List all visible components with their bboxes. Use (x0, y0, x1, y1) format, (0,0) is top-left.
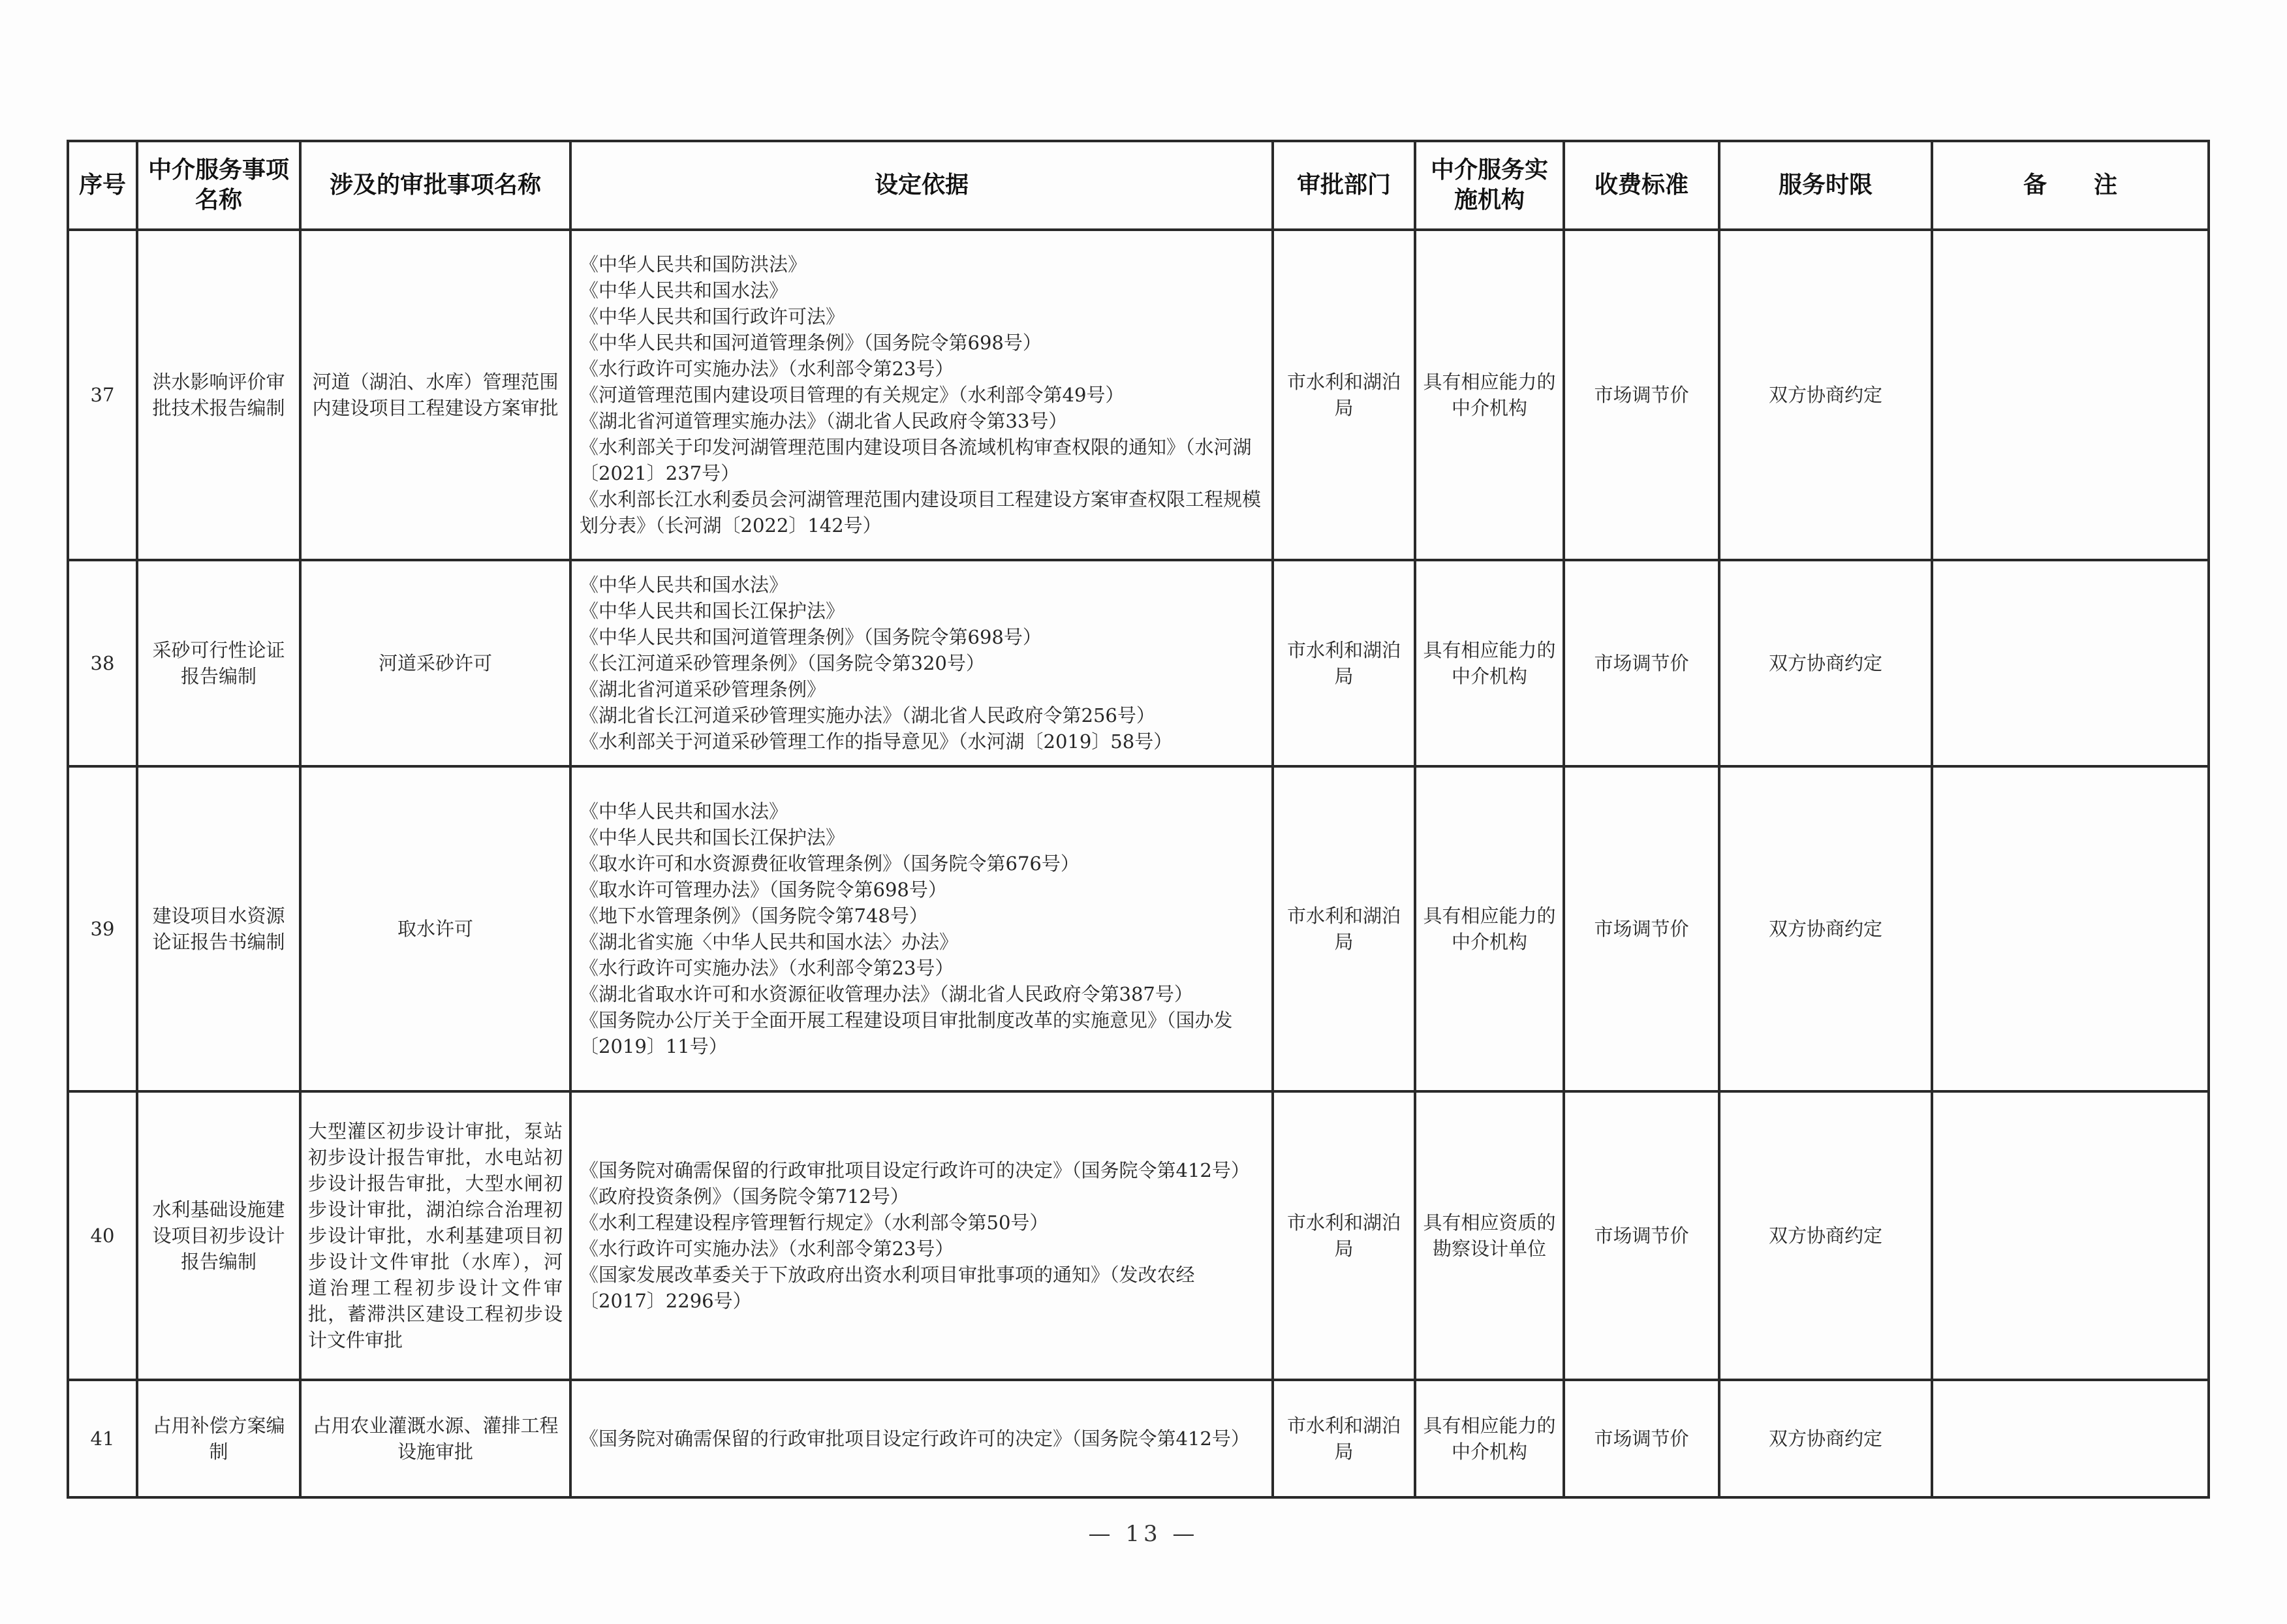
cell-department: 市水利和湖泊局 (1273, 1380, 1415, 1497)
cell-fee: 市场调节价 (1564, 560, 1719, 766)
basis-item: 《中华人民共和国长江保护法》 (580, 600, 845, 622)
cell-institution: 具有相应能力的中介机构 (1415, 766, 1564, 1091)
cell-remarks (1932, 560, 2209, 766)
cell-fee: 市场调节价 (1564, 1091, 1719, 1380)
basis-item: 《河道管理范围内建设项目管理的有关规定》（水利部令第49号） (580, 384, 1125, 406)
cell-basis (570, 1380, 1273, 1497)
header-institution: 中介服务实施机构 (1415, 141, 1564, 230)
header-basis: 设定依据 (570, 141, 1273, 230)
basis-item: 《水利部长江水利委员会河湖管理范围内建设项目工程建设方案审查权限工程规模划分表》（长河湖〔2022〕142号） (580, 488, 1262, 537)
cell-department: 市水利和湖泊局 (1273, 560, 1415, 766)
cell-seq: 40 (68, 1091, 137, 1380)
basis-item: 《水行政许可实施办法》（水利部令第23号） (580, 957, 954, 979)
basis-item: 《中华人民共和国水法》 (580, 800, 788, 822)
basis-item: 《湖北省实施〈中华人民共和国水法〉办法》 (580, 931, 959, 953)
basis-item: 《国家发展改革委关于下放政府出资水利项目审批事项的通知》（发改农经〔2017〕2296号） (580, 1264, 1195, 1312)
cell-fee: 市场调节价 (1564, 1380, 1719, 1497)
basis-item: 《水利部关于印发河湖管理范围内建设项目各流域机构审查权限的通知》（水河湖〔2021〕237号） (580, 436, 1252, 484)
header-service: 中介服务事项名称 (137, 141, 300, 230)
basis-item: 《地下水管理条例》（国务院令第748号） (580, 905, 928, 927)
cell-time-limit: 双方协商约定 (1719, 1091, 1932, 1380)
cell-time-limit: 双方协商约定 (1719, 560, 1932, 766)
basis-item: 《国务院办公厅关于全面开展工程建设项目审批制度改革的实施意见》（国办发〔2019〕11号） (580, 1009, 1233, 1057)
header-fee: 收费标准 (1564, 141, 1719, 230)
cell-service: 洪水影响评价审批技术报告编制 (137, 230, 300, 560)
basis-item: 《中华人民共和国河道管理条例》（国务院令第698号） (580, 332, 1042, 354)
cell-department: 市水利和湖泊局 (1273, 1091, 1415, 1380)
header-remarks: 备 注 (1932, 141, 2209, 230)
cell-seq: 38 (68, 560, 137, 766)
cell-time-limit: 双方协商约定 (1719, 1380, 1932, 1497)
basis-item: 《中华人民共和国行政许可法》 (580, 305, 845, 328)
cell-remarks (1932, 1091, 2209, 1380)
cell-institution: 具有相应能力的中介机构 (1415, 1380, 1564, 1497)
cell-institution: 具有相应能力的中介机构 (1415, 230, 1564, 560)
basis-item: 《湖北省河道采砂管理条例》 (580, 678, 826, 700)
cell-time-limit: 双方协商约定 (1719, 766, 1932, 1091)
basis-item: 《取水许可管理办法》（国务院令第698号） (580, 879, 947, 901)
basis-item: 《国务院对确需保留的行政审批项目设定行政许可的决定》（国务院令第412号） (580, 1428, 1250, 1450)
intermediary-service-table (67, 140, 2210, 1499)
cell-approval: 大型灌区初步设计审批，泵站初步设计报告审批，水电站初步设计报告审批，大型水闸初步设计审批，湖泊综合治理初步设计审批，水利基建项目初步设计文件审批（水库），河道治理工程初步设计文件审批，蓄滞洪区建设工程初步设计文件审批 (300, 1091, 570, 1380)
cell-approval: 河道采砂许可 (300, 560, 570, 766)
cell-service: 建设项目水资源论证报告书编制 (137, 766, 300, 1091)
cell-department: 市水利和湖泊局 (1273, 766, 1415, 1091)
basis-item: 《中华人民共和国水法》 (580, 279, 788, 302)
basis-item: 《水行政许可实施办法》（水利部令第23号） (580, 358, 954, 380)
cell-remarks (1932, 1380, 2209, 1497)
cell-remarks (1932, 230, 2209, 560)
cell-remarks (1932, 766, 2209, 1091)
basis-item: 《中华人民共和国防洪法》 (580, 253, 807, 275)
header-time-limit: 服务时限 (1719, 141, 1932, 230)
table-row (68, 766, 2209, 1091)
cell-basis (570, 1091, 1273, 1380)
cell-institution: 具有相应能力的中介机构 (1415, 560, 1564, 766)
cell-department: 市水利和湖泊局 (1273, 230, 1415, 560)
basis-item: 《取水许可和水资源费征收管理条例》（国务院令第676号） (580, 852, 1080, 875)
table-row (68, 1380, 2209, 1497)
cell-seq: 41 (68, 1380, 137, 1497)
cell-seq: 39 (68, 766, 137, 1091)
basis-item: 《湖北省河道管理实施办法》（湖北省人民政府令第33号） (580, 410, 1068, 432)
cell-approval: 河道（湖泊、水库）管理范围内建设项目工程建设方案审批 (300, 230, 570, 560)
basis-item: 《中华人民共和国长江保护法》 (580, 826, 845, 849)
table-header-row (68, 141, 2209, 230)
cell-basis (570, 560, 1273, 766)
table-row (68, 560, 2209, 766)
cell-fee: 市场调节价 (1564, 766, 1719, 1091)
header-department: 审批部门 (1273, 141, 1415, 230)
cell-institution: 具有相应资质的勘察设计单位 (1415, 1091, 1564, 1380)
basis-item: 《中华人民共和国水法》 (580, 574, 788, 596)
table-row (68, 1091, 2209, 1380)
cell-service: 采砂可行性论证报告编制 (137, 560, 300, 766)
cell-seq: 37 (68, 230, 137, 560)
cell-service: 水利基础设施建设项目初步设计报告编制 (137, 1091, 300, 1380)
cell-fee: 市场调节价 (1564, 230, 1719, 560)
cell-time-limit: 双方协商约定 (1719, 230, 1932, 560)
cell-approval: 占用农业灌溉水源、灌排工程设施审批 (300, 1380, 570, 1497)
basis-item: 《水利工程建设程序管理暂行规定》（水利部令第50号） (580, 1211, 1049, 1234)
cell-basis (570, 766, 1273, 1091)
basis-item: 《水利部关于河道采砂管理工作的指导意见》（水河湖〔2019〕58号） (580, 730, 1173, 753)
cell-approval: 取水许可 (300, 766, 570, 1091)
page-number: — 13 — (1088, 1521, 1199, 1547)
header-approval: 涉及的审批事项名称 (300, 141, 570, 230)
table-row (68, 230, 2209, 560)
basis-item: 《水行政许可实施办法》（水利部令第23号） (580, 1238, 954, 1260)
basis-item: 《湖北省长江河道采砂管理实施办法》（湖北省人民政府令第256号） (580, 704, 1155, 726)
basis-item: 《国务院对确需保留的行政审批项目设定行政许可的决定》（国务院令第412号） (580, 1159, 1250, 1181)
basis-item: 《长江河道采砂管理条例》（国务院令第320号） (580, 652, 985, 674)
basis-item: 《中华人民共和国河道管理条例》（国务院令第698号） (580, 626, 1042, 648)
header-seq: 序号 (68, 141, 137, 230)
basis-item: 《湖北省取水许可和水资源征收管理办法》（湖北省人民政府令第387号） (580, 983, 1193, 1005)
basis-item: 《政府投资条例》（国务院令第712号） (580, 1185, 909, 1208)
cell-service: 占用补偿方案编制 (137, 1380, 300, 1497)
cell-basis (570, 230, 1273, 560)
